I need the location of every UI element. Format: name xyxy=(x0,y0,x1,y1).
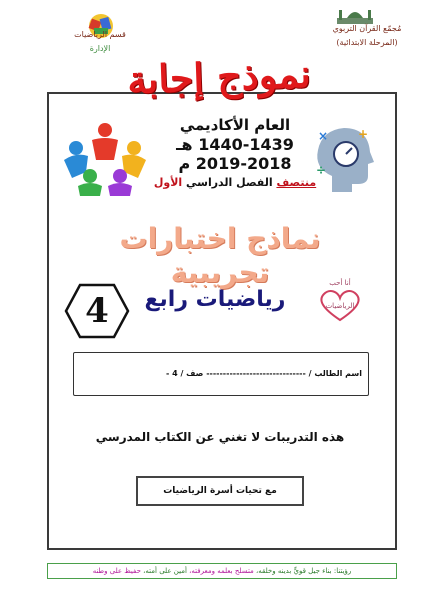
year-label: العام الأكاديمي xyxy=(179,116,291,134)
love-line-1: أنا أحب xyxy=(329,279,351,287)
subject-title: رياضيات رابع xyxy=(144,287,286,312)
vision-label: رؤيتنا: xyxy=(333,567,352,575)
org-name: مُجمّع القرآن التربوي xyxy=(332,24,402,33)
student-name-dashes: ------------------------------ xyxy=(206,369,306,378)
dept-sub: الإدارة xyxy=(89,44,111,53)
svg-text:+: + xyxy=(358,127,369,141)
svg-text:÷: ÷ xyxy=(316,163,327,177)
student-info-line xyxy=(80,367,362,381)
people-circle-icon xyxy=(62,118,148,196)
vision-part-2: متسلح بعلمه ومعرفته، xyxy=(189,567,254,575)
vision-part-4: حفيظ على وطنه xyxy=(92,567,141,575)
greeting-text: مع تحيات أسرة الرياضيات xyxy=(163,486,277,496)
org-header xyxy=(307,22,427,50)
student-name-label: اسم الطالب / xyxy=(308,369,362,378)
vision-part-3: أمين على أمته، xyxy=(143,567,187,575)
textbook-note: هذه التدريبات لا تغني عن الكتاب المدرسي xyxy=(95,430,345,444)
math-head-icon xyxy=(312,124,374,194)
term-line xyxy=(150,173,320,192)
svg-text:×: × xyxy=(318,129,329,143)
answer-key-stamp: نموذج إجابة xyxy=(126,50,312,103)
vision-footer xyxy=(50,563,394,579)
term-end: الأول xyxy=(153,176,183,189)
dept-header xyxy=(60,28,140,56)
vision-part-1: بناء جيل قويٍّ بدينه وخلقه، xyxy=(256,567,332,575)
org-stage: (المرحلة الابتدائية) xyxy=(336,38,398,47)
love-math-badge xyxy=(316,278,364,335)
gregorian-year: 2019-2018 م xyxy=(178,154,292,173)
love-line-2: الرياضيات xyxy=(325,302,355,310)
dept-name: قسم الرياضيات xyxy=(74,30,126,39)
grade-number: 4 xyxy=(85,291,109,331)
subtitle: نماذج اختبارات تجريبية xyxy=(119,222,321,289)
academic-year-block xyxy=(150,116,320,192)
hijri-year: 1440-1439 هـ xyxy=(176,135,294,154)
term-mid: الفصل الدراسي xyxy=(186,176,273,189)
term-red: منتصف xyxy=(276,176,317,189)
class-label: صف / 4 - xyxy=(165,369,204,378)
